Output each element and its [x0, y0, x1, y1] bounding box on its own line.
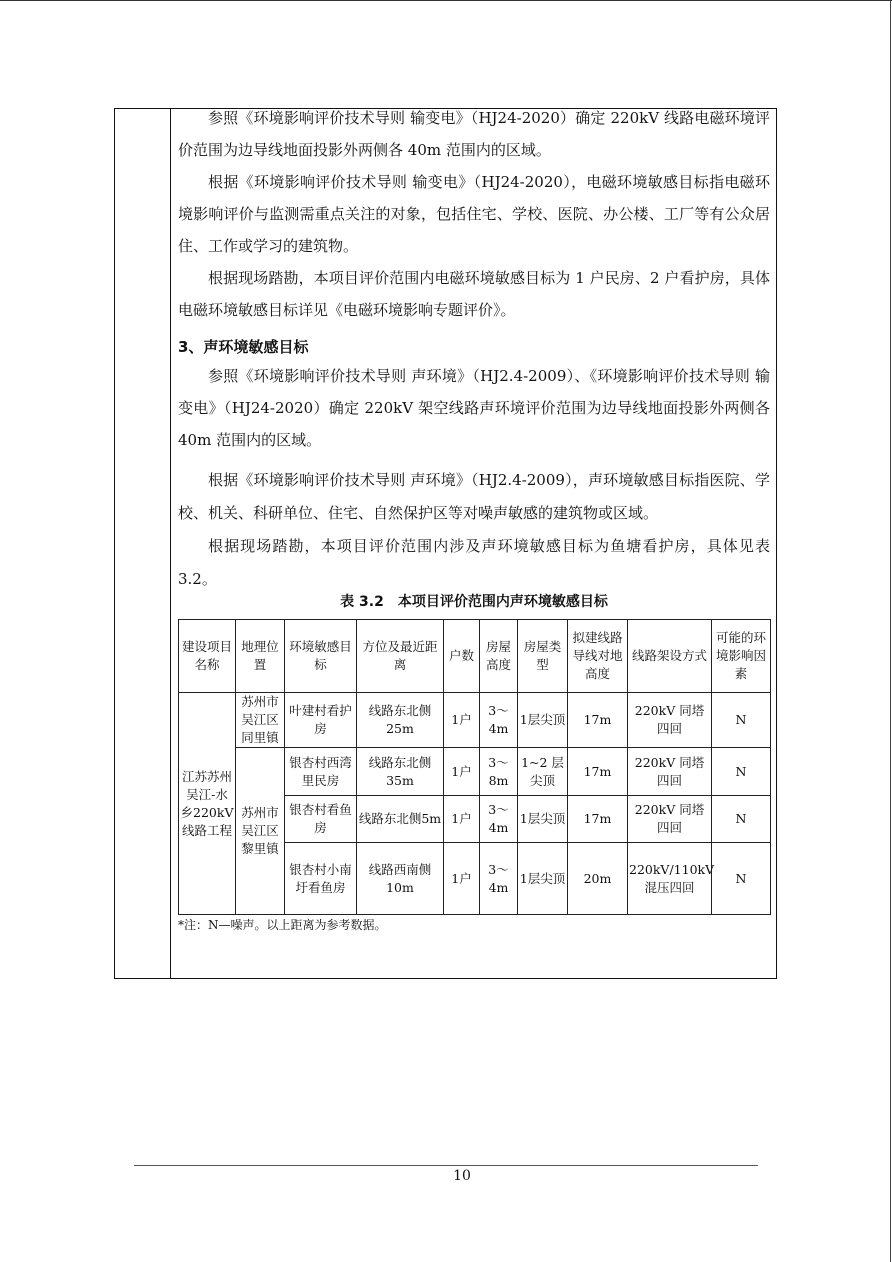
paragraph-em-targets-definition: 根据《环境影响评价技术导则 输变电》（HJ24-2020），电磁环境敏感目标指电磁环境影响评价与监测需重点关注的对象，包括住宅、学校、医院、办公楼、工厂等有公众居住、工作或学习的建筑物。 [178, 173, 770, 255]
line-height-cell: 17m [568, 748, 628, 796]
direction-cell: 线路西南侧10m [357, 843, 444, 915]
header-cell: 线路架设方式 [628, 620, 712, 693]
line-height-cell: 17m [568, 796, 628, 843]
header-cell: 建设项目名称 [179, 620, 236, 693]
paragraph-noise-targets-survey: 根据现场踏勘，本项目评价范围内涉及声环境敏感目标为鱼塘看护房，具体见表 3.2。 [178, 537, 770, 588]
house-height-cell: 3～4m [480, 693, 518, 748]
header-cell: 户数 [444, 620, 480, 693]
direction-cell: 线路东北侧5m [357, 796, 444, 843]
line-height-cell: 20m [568, 843, 628, 915]
households-cell: 1户 [444, 748, 480, 796]
footer-rule [134, 1165, 758, 1166]
house-type-cell: 1层尖顶 [518, 796, 568, 843]
header-cell: 地理位置 [236, 620, 285, 693]
page-top-border [0, 0, 892, 1]
factor-cell: N [712, 693, 771, 748]
header-cell: 方位及最近距离 [357, 620, 444, 693]
frame-column-divider [170, 108, 171, 979]
header-cell: 环境敏感目标 [285, 620, 357, 693]
method-cell: 220kV 同塔四回 [628, 796, 712, 843]
households-cell: 1户 [444, 843, 480, 915]
factor-cell: N [712, 843, 771, 915]
location-cell: 苏州市吴江区黎里镇 [236, 748, 285, 915]
target-cell: 银杏村小南圩看鱼房 [285, 843, 357, 915]
target-cell: 叶建村看护房 [285, 693, 357, 748]
households-cell: 1户 [444, 796, 480, 843]
table-title: 表 3.2 本项目评价范围内声环境敏感目标 [340, 594, 608, 610]
direction-cell: 线路东北侧25m [357, 693, 444, 748]
paragraph-em-targets-survey: 根据现场踏勘，本项目评价范围内电磁环境敏感目标为 1 户民房、2 户看护房，具体电磁环境敏感目标详见《电磁环境影响专题评价》。 [178, 269, 770, 319]
direction-cell: 线路东北侧35m [357, 748, 444, 796]
table-note: *注：N—噪声。以上距离为参考数据。 [178, 918, 387, 932]
house-height-cell: 3～4m [480, 796, 518, 843]
header-cell: 房屋类型 [518, 620, 568, 693]
section-heading-noise: 3、声环境敏感目标 [178, 338, 309, 356]
paragraph-em-scope: 参照《环境影响评价技术导则 输变电》（HJ24-2020）确定 220kV 线路电磁环境评价范围为边导线地面投影外两侧各 40m 范围内的区域。 [178, 109, 770, 159]
location-cell: 苏州市吴江区同里镇 [236, 693, 285, 748]
header-cell: 可能的环境影响因素 [712, 620, 771, 693]
page-right-border [890, 0, 891, 1262]
table-header-row [179, 620, 771, 693]
factor-cell: N [712, 796, 771, 843]
document-body [178, 108, 770, 596]
method-cell: 220kV/110kV 混压四回 [628, 843, 712, 915]
line-height-cell: 17m [568, 693, 628, 748]
header-cell: 房屋高度 [480, 620, 518, 693]
house-type-cell: 1层尖顶 [518, 693, 568, 748]
project-name-cell: 江苏苏州吴江-水乡220kV线路工程 [179, 693, 236, 915]
paragraph-noise-scope: 参照《环境影响评价技术导则 声环境》（HJ2.4-2009）、《环境影响评价技术导则 输变电》（HJ24-2020）确定 220kV 架空线路声环境评价范围为边导线地面投影外两侧各 40m 范围内的区域。 [178, 367, 770, 449]
table-row [179, 748, 771, 796]
target-cell: 银杏村西湾里民房 [285, 748, 357, 796]
method-cell: 220kV 同塔四回 [628, 748, 712, 796]
header-cell: 拟建线路导线对地高度 [568, 620, 628, 693]
method-cell: 220kV 同塔四回 [628, 693, 712, 748]
target-cell: 银杏村看鱼房 [285, 796, 357, 843]
house-type-cell: 1~2 层尖顶 [518, 748, 568, 796]
paragraph-noise-targets-definition: 根据《环境影响评价技术导则 声环境》（HJ2.4-2009），声环境敏感目标指医院、学校、机关、科研单位、住宅、自然保护区等对噪声敏感的建筑物或区域。 [178, 471, 770, 522]
house-height-cell: 3～4m [480, 843, 518, 915]
page-number: 10 [453, 1168, 471, 1184]
factor-cell: N [712, 748, 771, 796]
noise-targets-table [178, 619, 771, 915]
house-type-cell: 1层尖顶 [518, 843, 568, 915]
house-height-cell: 3～8m [480, 748, 518, 796]
households-cell: 1户 [444, 693, 480, 748]
table-row [179, 693, 771, 748]
